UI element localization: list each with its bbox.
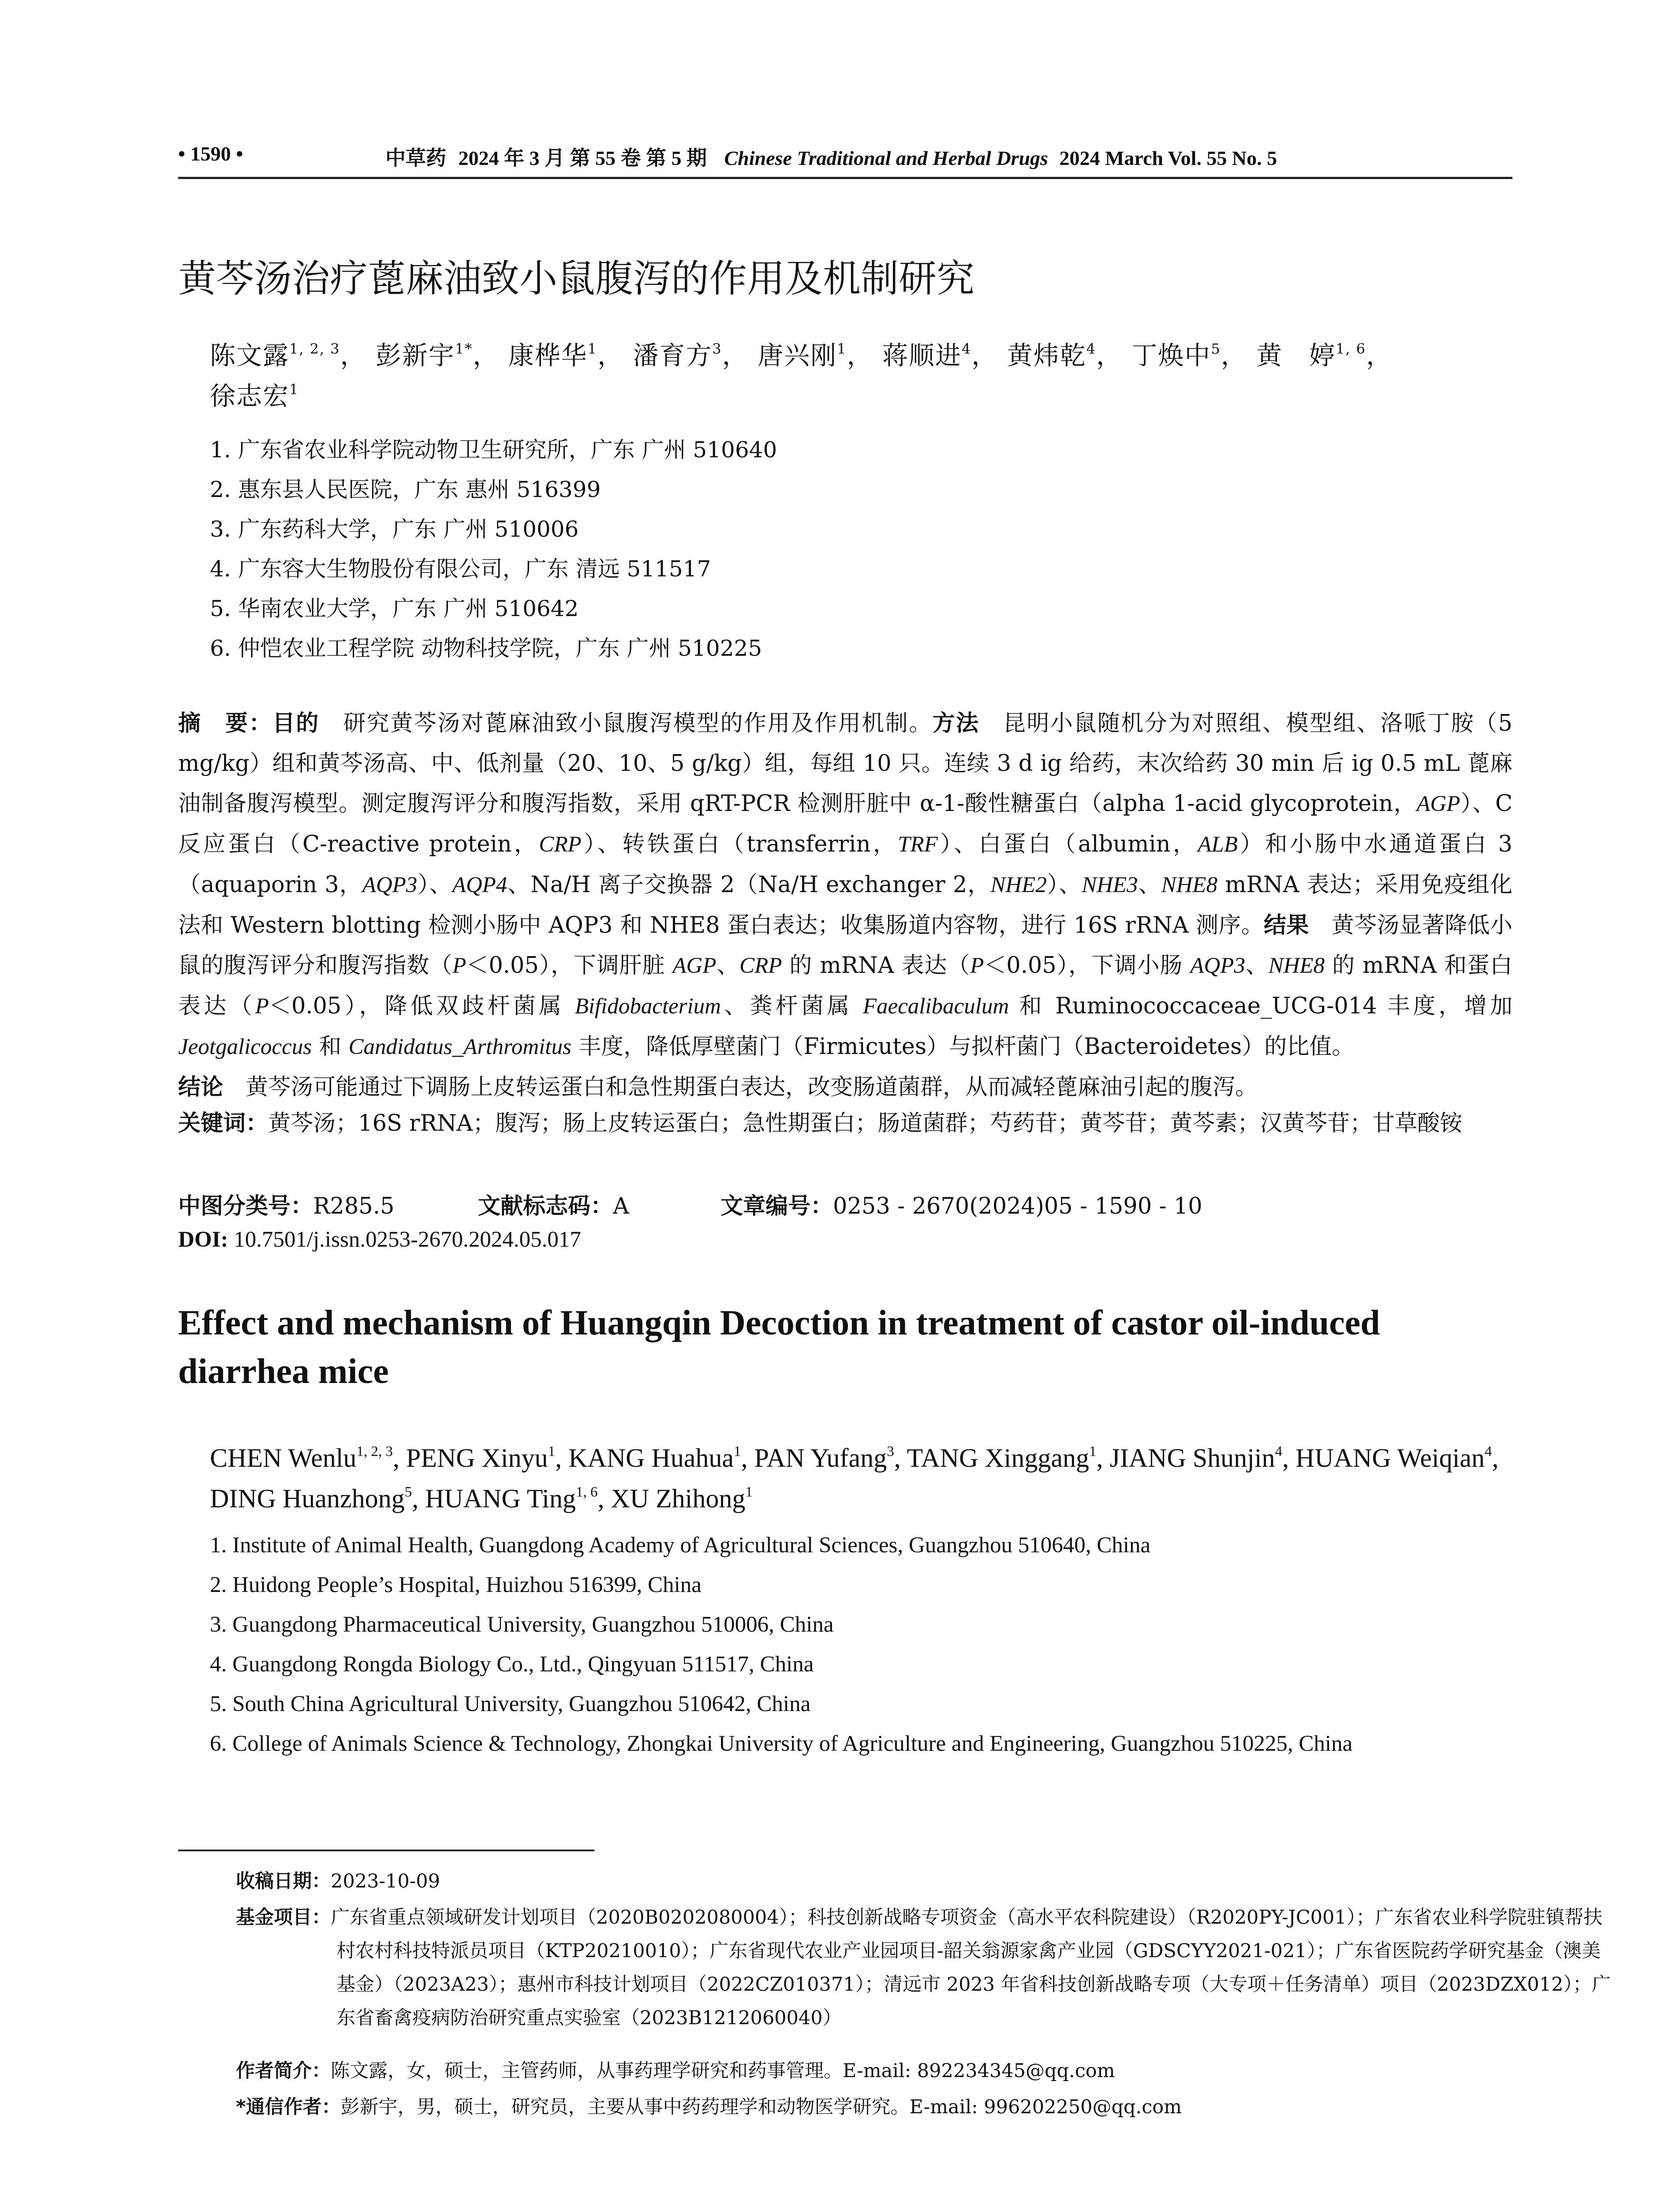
doc-code-label: 文献标志码： bbox=[478, 1193, 613, 1219]
author-name: HUANG Weiqian bbox=[1295, 1443, 1485, 1472]
title-en: Effect and mechanism of Huangqin Decoction in treatment of castor oil-induced diarrhea mice bbox=[178, 1304, 1380, 1391]
issue-en: 2024 March Vol. 55 No. 5 bbox=[1059, 147, 1277, 169]
doc-code-group bbox=[478, 1186, 721, 1226]
methods-text: mRNA 表达；采用免疫组化法和 Western blotting 检测小肠中 AQP3 和 NHE8 蛋白表达；收集肠道内容物，进行 16S rRNA 测序。 bbox=[178, 872, 1512, 938]
title-cn: 黄芩汤治疗蓖麻油致小鼠腹泻的作用及机制研究 bbox=[178, 257, 974, 301]
author-name: 唐兴刚 bbox=[758, 340, 837, 370]
journal-name-cn: 中草药 bbox=[385, 146, 446, 170]
author-name: DING Huanzhong bbox=[210, 1484, 405, 1513]
author-name: 蒋顺进 bbox=[882, 340, 962, 370]
affiliation-cn: 5. 华南农业大学，广东 广州 510642 bbox=[210, 596, 579, 621]
gene-name: CRP bbox=[739, 953, 782, 978]
author-affil-mark: 1, 2, 3 bbox=[289, 340, 340, 358]
author-affil-mark: 4 bbox=[1275, 1443, 1282, 1460]
author-affil-mark: 1, 6 bbox=[1336, 340, 1366, 358]
header-rule bbox=[178, 177, 1512, 179]
author-affil-mark: 4 bbox=[961, 340, 972, 358]
author-name: 陈文露 bbox=[210, 340, 290, 370]
gene-name: AQP4 bbox=[452, 873, 508, 897]
author-name: PENG Xinyu bbox=[406, 1443, 548, 1472]
author-name: 潘育方 bbox=[633, 340, 713, 370]
affiliation-en: 1. Institute of Animal Health, Guangdong Academy of Agricultural Sciences, Guangzhou 510640, China bbox=[210, 1533, 1151, 1558]
affiliation-cn: 3. 广东药科大学，广东 广州 510006 bbox=[210, 516, 579, 542]
affiliation-en: 5. South China Agricultural University, Guangzhou 510642, China bbox=[210, 1692, 811, 1716]
author-affil-mark: 4 bbox=[1086, 340, 1096, 358]
keywords-label: 关键词： bbox=[178, 1110, 269, 1136]
results-text: 的 mRNA 和蛋白表达（ bbox=[178, 953, 1512, 1019]
methods-text: ）、白蛋白（albumin， bbox=[937, 831, 1198, 857]
clc-value: R285.5 bbox=[313, 1193, 395, 1219]
p-value-symbol: P bbox=[452, 953, 467, 978]
objective-text: 研究黄芩汤对蓖麻油致小鼠腹泻模型的作用及作用机制。 bbox=[343, 710, 933, 736]
conclusion-text: 黄芩汤可能通过下调肠上皮转运蛋白和急性期蛋白表达，改变肠道菌群，从而减轻蓖麻油引起的腹泻。 bbox=[246, 1074, 1258, 1100]
received-label: 收稿日期： bbox=[236, 1870, 331, 1892]
article-number-value: 0253 - 2670(2024)05 - 1590 - 10 bbox=[833, 1193, 1202, 1219]
funding-label: 基金项目： bbox=[236, 1906, 331, 1928]
gene-name: CRP bbox=[539, 832, 582, 857]
author-name: 康桦华 bbox=[508, 340, 588, 370]
author-bio-text: 陈文露，女，硕士，主管药师，从事药理学研究和药事管理。E-mail: 892234345@qq.com bbox=[331, 2060, 1115, 2082]
affiliation-cn: 6. 仲恺农业工程学院 动物科技学院，广东 广州 510225 bbox=[210, 635, 762, 661]
doc-code-value: A bbox=[613, 1193, 629, 1219]
doi-label: DOI: bbox=[178, 1227, 228, 1252]
gene-name: NHE2 bbox=[990, 873, 1047, 897]
clc-label: 中图分类号： bbox=[178, 1193, 314, 1219]
author-affil-mark: 1 bbox=[733, 1443, 741, 1460]
results-text: ＜0.05），降低双歧杆菌属 bbox=[269, 993, 575, 1019]
funding bbox=[236, 1901, 1613, 2035]
author-name: TANG Xinggang bbox=[907, 1443, 1089, 1472]
gene-name: NHE3 bbox=[1082, 873, 1138, 897]
methods-text: 、Na/H 离子交换器 2（Na/H exchanger 2， bbox=[507, 872, 991, 898]
author-affil-mark: 5 bbox=[404, 1484, 412, 1500]
results-text: 和 bbox=[312, 1034, 349, 1060]
gene-name: AGP bbox=[1416, 792, 1460, 816]
keywords-text: 黄芩汤；16S rRNA；腹泻；肠上皮转运蛋白；急性期蛋白；肠道菌群；芍药苷；黄芩苷；黄芩素；汉黄芩苷；甘草酸铵 bbox=[268, 1110, 1463, 1136]
author-affil-mark: 1 bbox=[837, 340, 847, 358]
affiliation-cn: 4. 广东容大生物股份有限公司，广东 清远 511517 bbox=[210, 556, 711, 582]
page-number: • 1590 • bbox=[178, 142, 243, 165]
p-value-symbol: P bbox=[970, 953, 984, 978]
received-date bbox=[236, 1865, 1512, 1898]
affiliation-en: 6. College of Animals Science & Technology, Zhongkai University of Agriculture and Engineering, Guangzhou 510225, China bbox=[210, 1731, 1353, 1756]
results-text: 、 bbox=[716, 953, 740, 979]
gene-name: NHE8 bbox=[1161, 873, 1217, 897]
abstract-cn bbox=[178, 703, 1512, 1107]
author-affil-mark: 1 bbox=[587, 340, 597, 358]
methods-text: ）和小肠中水通道蛋白 3（aquaporin 3， bbox=[178, 831, 1512, 898]
results-text: ＜0.05），下调小肠 bbox=[984, 953, 1191, 979]
author-name: XU Zhihong bbox=[611, 1484, 746, 1513]
footnote-rule bbox=[178, 1850, 594, 1851]
doi-line bbox=[178, 1227, 581, 1252]
author-name: JIANG Shunjin bbox=[1109, 1443, 1275, 1472]
running-header bbox=[178, 142, 1512, 168]
author-name: KANG Huahua bbox=[568, 1443, 734, 1472]
author-affil-mark: 1 bbox=[1089, 1443, 1097, 1460]
affiliation-en: 2. Huidong People’s Hospital, Huizhou 516399, China bbox=[210, 1573, 702, 1597]
author-affil-mark: 1, 2, 3 bbox=[356, 1443, 393, 1460]
corresponding-text: 彭新宇，男，硕士，研究员，主要从事中药药理学和动物医学研究。E-mail: 996202250@qq.com bbox=[340, 2096, 1182, 2118]
author-name: 黄炜乾 bbox=[1007, 340, 1086, 370]
keywords bbox=[178, 1103, 1512, 1144]
author-bio bbox=[236, 2054, 1512, 2088]
journal-name-en: Chinese Traditional and Herbal Drugs bbox=[724, 147, 1048, 169]
genus-name: Bifidobacterium bbox=[575, 994, 721, 1019]
received-value: 2023-10-09 bbox=[331, 1870, 440, 1892]
affiliation-cn: 1. 广东省农业科学院动物卫生研究所，广东 广州 510640 bbox=[210, 437, 777, 463]
author-affil-mark: 1* bbox=[455, 340, 473, 358]
author-affil-mark: 1 bbox=[548, 1443, 556, 1460]
results-text: 和 Ruminococcaceae_UCG-014 丰度，增加 bbox=[1009, 993, 1512, 1019]
methods-label: 方法 bbox=[932, 710, 980, 736]
corresponding-author bbox=[236, 2090, 1512, 2124]
gene-name: NHE8 bbox=[1268, 953, 1325, 978]
results-text: 、 bbox=[1245, 953, 1269, 979]
author-name: 徐志宏 bbox=[210, 381, 290, 411]
author-affil-mark: 1 bbox=[745, 1484, 753, 1500]
methods-text: 昆明小鼠随机分为对照组、模型组、洛哌丁胺（5 mg/kg）组和黄芩汤高、中、低剂量（20、10、5 g/kg）组，每组 10 只。连续 3 d ig 给药，末次给药 30 min 后 ig 0.5 mL 蓖麻油制备腹泻模型。测定腹泻评分和腹泻指数，采用 qRT-PCR 检测肝脏中 α-1-酸性糖蛋白（alpha 1-acid glycoprotein， bbox=[178, 710, 1512, 817]
article-number-label: 文章编号： bbox=[721, 1193, 833, 1219]
author-affil-mark: 1, 6 bbox=[575, 1484, 598, 1500]
gene-name: AGP bbox=[672, 953, 717, 978]
authors-cn: 陈文露$^{1, 2, 3}$， 彭新宇$^{1*}$， 康桦华$^1$， 潘育方$^3$， 唐兴刚$^1$， 蒋顺进$^4$， 黄炜乾$^4$， 丁焕中$^5$， 黄 婷$^{1, 6}$， 徐志宏$^1$ bbox=[210, 340, 1393, 411]
clc-group bbox=[178, 1186, 478, 1226]
results-label: 结果 bbox=[1264, 912, 1309, 938]
author-name: CHEN Wenlu bbox=[210, 1443, 357, 1472]
author-affil-mark: 3 bbox=[887, 1443, 894, 1460]
p-value-symbol: P bbox=[255, 994, 269, 1019]
genus-name: Jeotgalicoccus bbox=[178, 1035, 312, 1059]
classification-meta bbox=[178, 1186, 1512, 1226]
author-name: 丁焕中 bbox=[1131, 340, 1211, 370]
author-name: HUANG Ting bbox=[425, 1484, 576, 1513]
author-affil-mark: 3 bbox=[712, 340, 722, 358]
affiliation-en: 4. Guangdong Rongda Biology Co., Ltd., Qingyuan 511517, China bbox=[210, 1652, 814, 1677]
methods-text: ）、C 反应蛋白（C-reactive protein， bbox=[178, 791, 1512, 857]
author-name: 黄 婷 bbox=[1256, 340, 1336, 370]
author-bio-label: 作者简介： bbox=[236, 2060, 331, 2082]
methods-text: ）、转铁蛋白（transferrin， bbox=[581, 831, 898, 857]
author-affil-mark: 4 bbox=[1485, 1443, 1492, 1460]
author-name: 彭新宇 bbox=[375, 340, 455, 370]
gene-name: AQP3 bbox=[1190, 953, 1245, 978]
results-text: 、粪杆菌属 bbox=[721, 993, 863, 1019]
results-text: ＜0.05），下调肝脏 bbox=[466, 953, 673, 979]
journal-line bbox=[385, 142, 1277, 171]
methods-text: 、 bbox=[1138, 872, 1161, 898]
author-affil-mark: 5 bbox=[1211, 340, 1221, 358]
affiliation-en: 3. Guangdong Pharmaceutical University, Guangzhou 510006, China bbox=[210, 1612, 834, 1637]
author-name: PAN Yufang bbox=[754, 1443, 887, 1472]
objective-label: 目的 bbox=[272, 710, 320, 736]
conclusion-label: 结论 bbox=[178, 1074, 224, 1100]
corresponding-label: *通信作者： bbox=[236, 2096, 341, 2118]
results-text: 黄芩汤显著降低小鼠的腹泻评分和腹泻指数（ bbox=[178, 912, 1512, 979]
genus-name: Candidatus_Arthromitus bbox=[348, 1035, 571, 1059]
gene-name: TRF bbox=[898, 832, 938, 857]
author-affil-mark: 1 bbox=[289, 381, 299, 398]
results-text: 的 mRNA 表达（ bbox=[782, 953, 971, 979]
gene-name: ALB bbox=[1198, 832, 1238, 857]
funding-text: 广东省重点领域研发计划项目（2020B0202080004）；科技创新战略专项资金（高水平农科院建设）（R2020PY-JC001）；广东省农业科学院驻镇帮扶村农村科技特派员项目（KTP20210010）；广东省现代农业产业园项目-韶关翁源家禽产业园（GDSCYY2021-021）；广东省医院药学研究基金（澳美基金）（2023A23）；惠州市科技计划项目（2022CZ010371）；清远市 2023 年省科技创新战略专项（大专项＋任务清单）项目（2023DZX012）；广东省畜禽疫病防治研究重点实验室（2023B1212060040） bbox=[331, 1906, 1611, 2029]
issue-cn: 2024 年 3 月 第 55 卷 第 5 期 bbox=[458, 147, 707, 169]
article-number-group bbox=[721, 1186, 1202, 1226]
authors-en: CHEN Wenlu$^{1, 2, 3}$, PENG Xinyu$^1$, KANG Huahua$^1$, PAN Yufang$^3$, TANG Xinggang$^1$, JIANG Shunjin$^4$, HUANG Weiqian$^4$, DING Huanzhong$^5$, HUANG Ting$^{1, 6}$, XU Zhihong$^1$ bbox=[210, 1443, 1499, 1513]
methods-text: ）、 bbox=[1046, 872, 1082, 898]
methods-text: ）、 bbox=[417, 872, 452, 898]
doi-link[interactable]: 10.7501/j.issn.0253-2670.2024.05.017 bbox=[234, 1227, 581, 1252]
genus-name: Faecalibaculum bbox=[862, 994, 1009, 1019]
affiliation-cn: 2. 惠东县人民医院，广东 惠州 516399 bbox=[210, 477, 601, 502]
results-text: 丰度，降低厚壁菌门（Firmicutes）与拟杆菌门（Bacteroidetes）的比值。 bbox=[571, 1034, 1355, 1060]
gene-name: AQP3 bbox=[362, 873, 418, 897]
abstract-label: 摘 要： bbox=[178, 710, 273, 736]
